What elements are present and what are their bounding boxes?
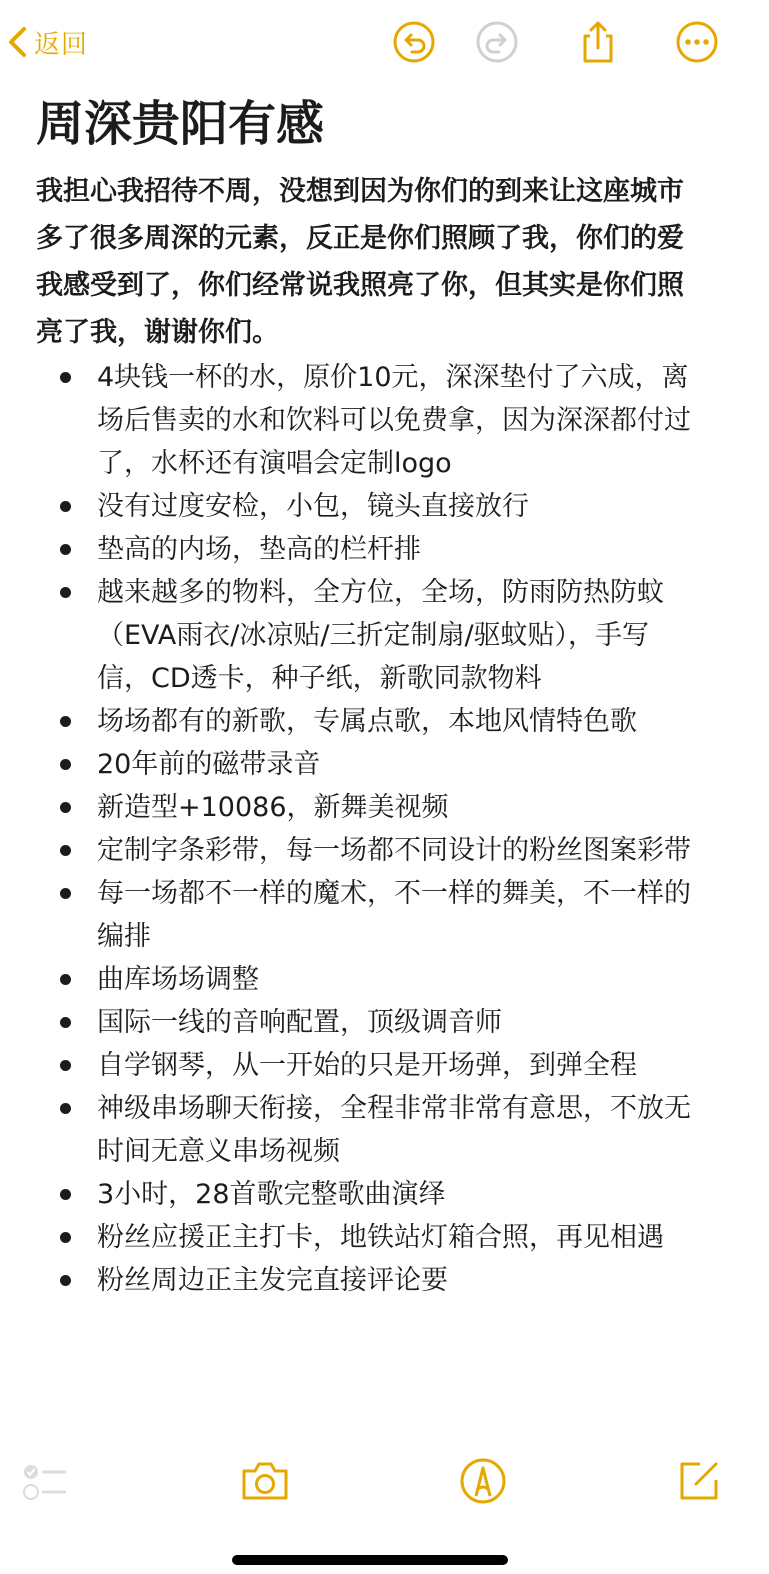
list-item: 曲库场场调整 — [36, 958, 701, 1001]
note-title: 周深贵阳有感 — [36, 96, 325, 152]
undo-icon — [392, 20, 436, 64]
checklist-button[interactable] — [18, 1454, 72, 1508]
more-icon — [675, 20, 719, 64]
back-label: 返回 — [34, 29, 89, 60]
chevron-left-icon — [6, 25, 30, 59]
redo-button[interactable] — [475, 20, 519, 64]
list-item: 越来越多的物料，全方位，全场，防雨防热防蚊（EVA雨衣/冰凉贴/三折定制扇/驱蚊贴），手写信，CD透卡，种子纸，新歌同款物料 — [36, 571, 701, 700]
compose-icon — [672, 1454, 726, 1508]
list-item: 国际一线的音响配置，顶级调音师 — [36, 1001, 701, 1044]
bottom-toolbar — [0, 1448, 769, 1518]
list-item: 定制字条彩带，每一场都不同设计的粉丝图案彩带 — [36, 829, 701, 872]
list-item: 粉丝应援正主打卡，地铁站灯箱合照，再见相遇 — [36, 1216, 701, 1259]
more-button[interactable] — [675, 20, 719, 64]
redo-icon — [475, 20, 519, 64]
list-item: 场场都有的新歌，专属点歌，本地风情特色歌 — [36, 700, 701, 743]
camera-icon — [238, 1454, 292, 1508]
markup-pen-icon — [456, 1454, 510, 1508]
list-item: 每一场都不一样的魔术，不一样的舞美，不一样的编排 — [36, 872, 701, 958]
list-item: 3小时，28首歌完整歌曲演绎 — [36, 1173, 701, 1216]
home-indicator[interactable] — [232, 1555, 508, 1565]
list-item: 20年前的磁带录音 — [36, 743, 701, 786]
markup-button[interactable] — [456, 1454, 510, 1508]
list-item: 自学钢琴，从一开始的只是开场弹，到弹全程 — [36, 1044, 701, 1087]
bullet-list — [36, 356, 701, 1302]
share-button[interactable] — [576, 20, 620, 64]
share-icon — [576, 20, 620, 64]
list-item: 垫高的内场，垫高的栏杆排 — [36, 528, 701, 571]
undo-button[interactable] — [392, 20, 436, 64]
list-item: 4块钱一杯的水，原价10元，深深垫付了六成，离场后售卖的水和饮料可以免费拿，因为深深都付过了，水杯还有演唱会定制logo — [36, 356, 701, 485]
note-intro-paragraph: 我担心我招待不周，没想到因为你们的到来让这座城市多了很多周深的元素，反正是你们照顾了我，你们的爱我感受到了，你们经常说我照亮了你，但其实是你们照亮了我，谢谢你们。 — [36, 176, 684, 348]
list-item: 没有过度安检，小包，镜头直接放行 — [36, 485, 701, 528]
back-button[interactable] — [6, 20, 88, 64]
list-item: 神级串场聊天衔接，全程非常非常有意思，不放无时间无意义串场视频 — [36, 1087, 701, 1173]
checklist-icon — [18, 1454, 72, 1508]
list-item: 粉丝周边正主发完直接评论要 — [36, 1259, 701, 1302]
note-body[interactable] — [36, 92, 701, 1302]
list-item: 新造型+10086，新舞美视频 — [36, 786, 701, 829]
compose-button[interactable] — [672, 1454, 726, 1508]
top-navigation-bar — [0, 0, 769, 86]
camera-button[interactable] — [238, 1454, 292, 1508]
